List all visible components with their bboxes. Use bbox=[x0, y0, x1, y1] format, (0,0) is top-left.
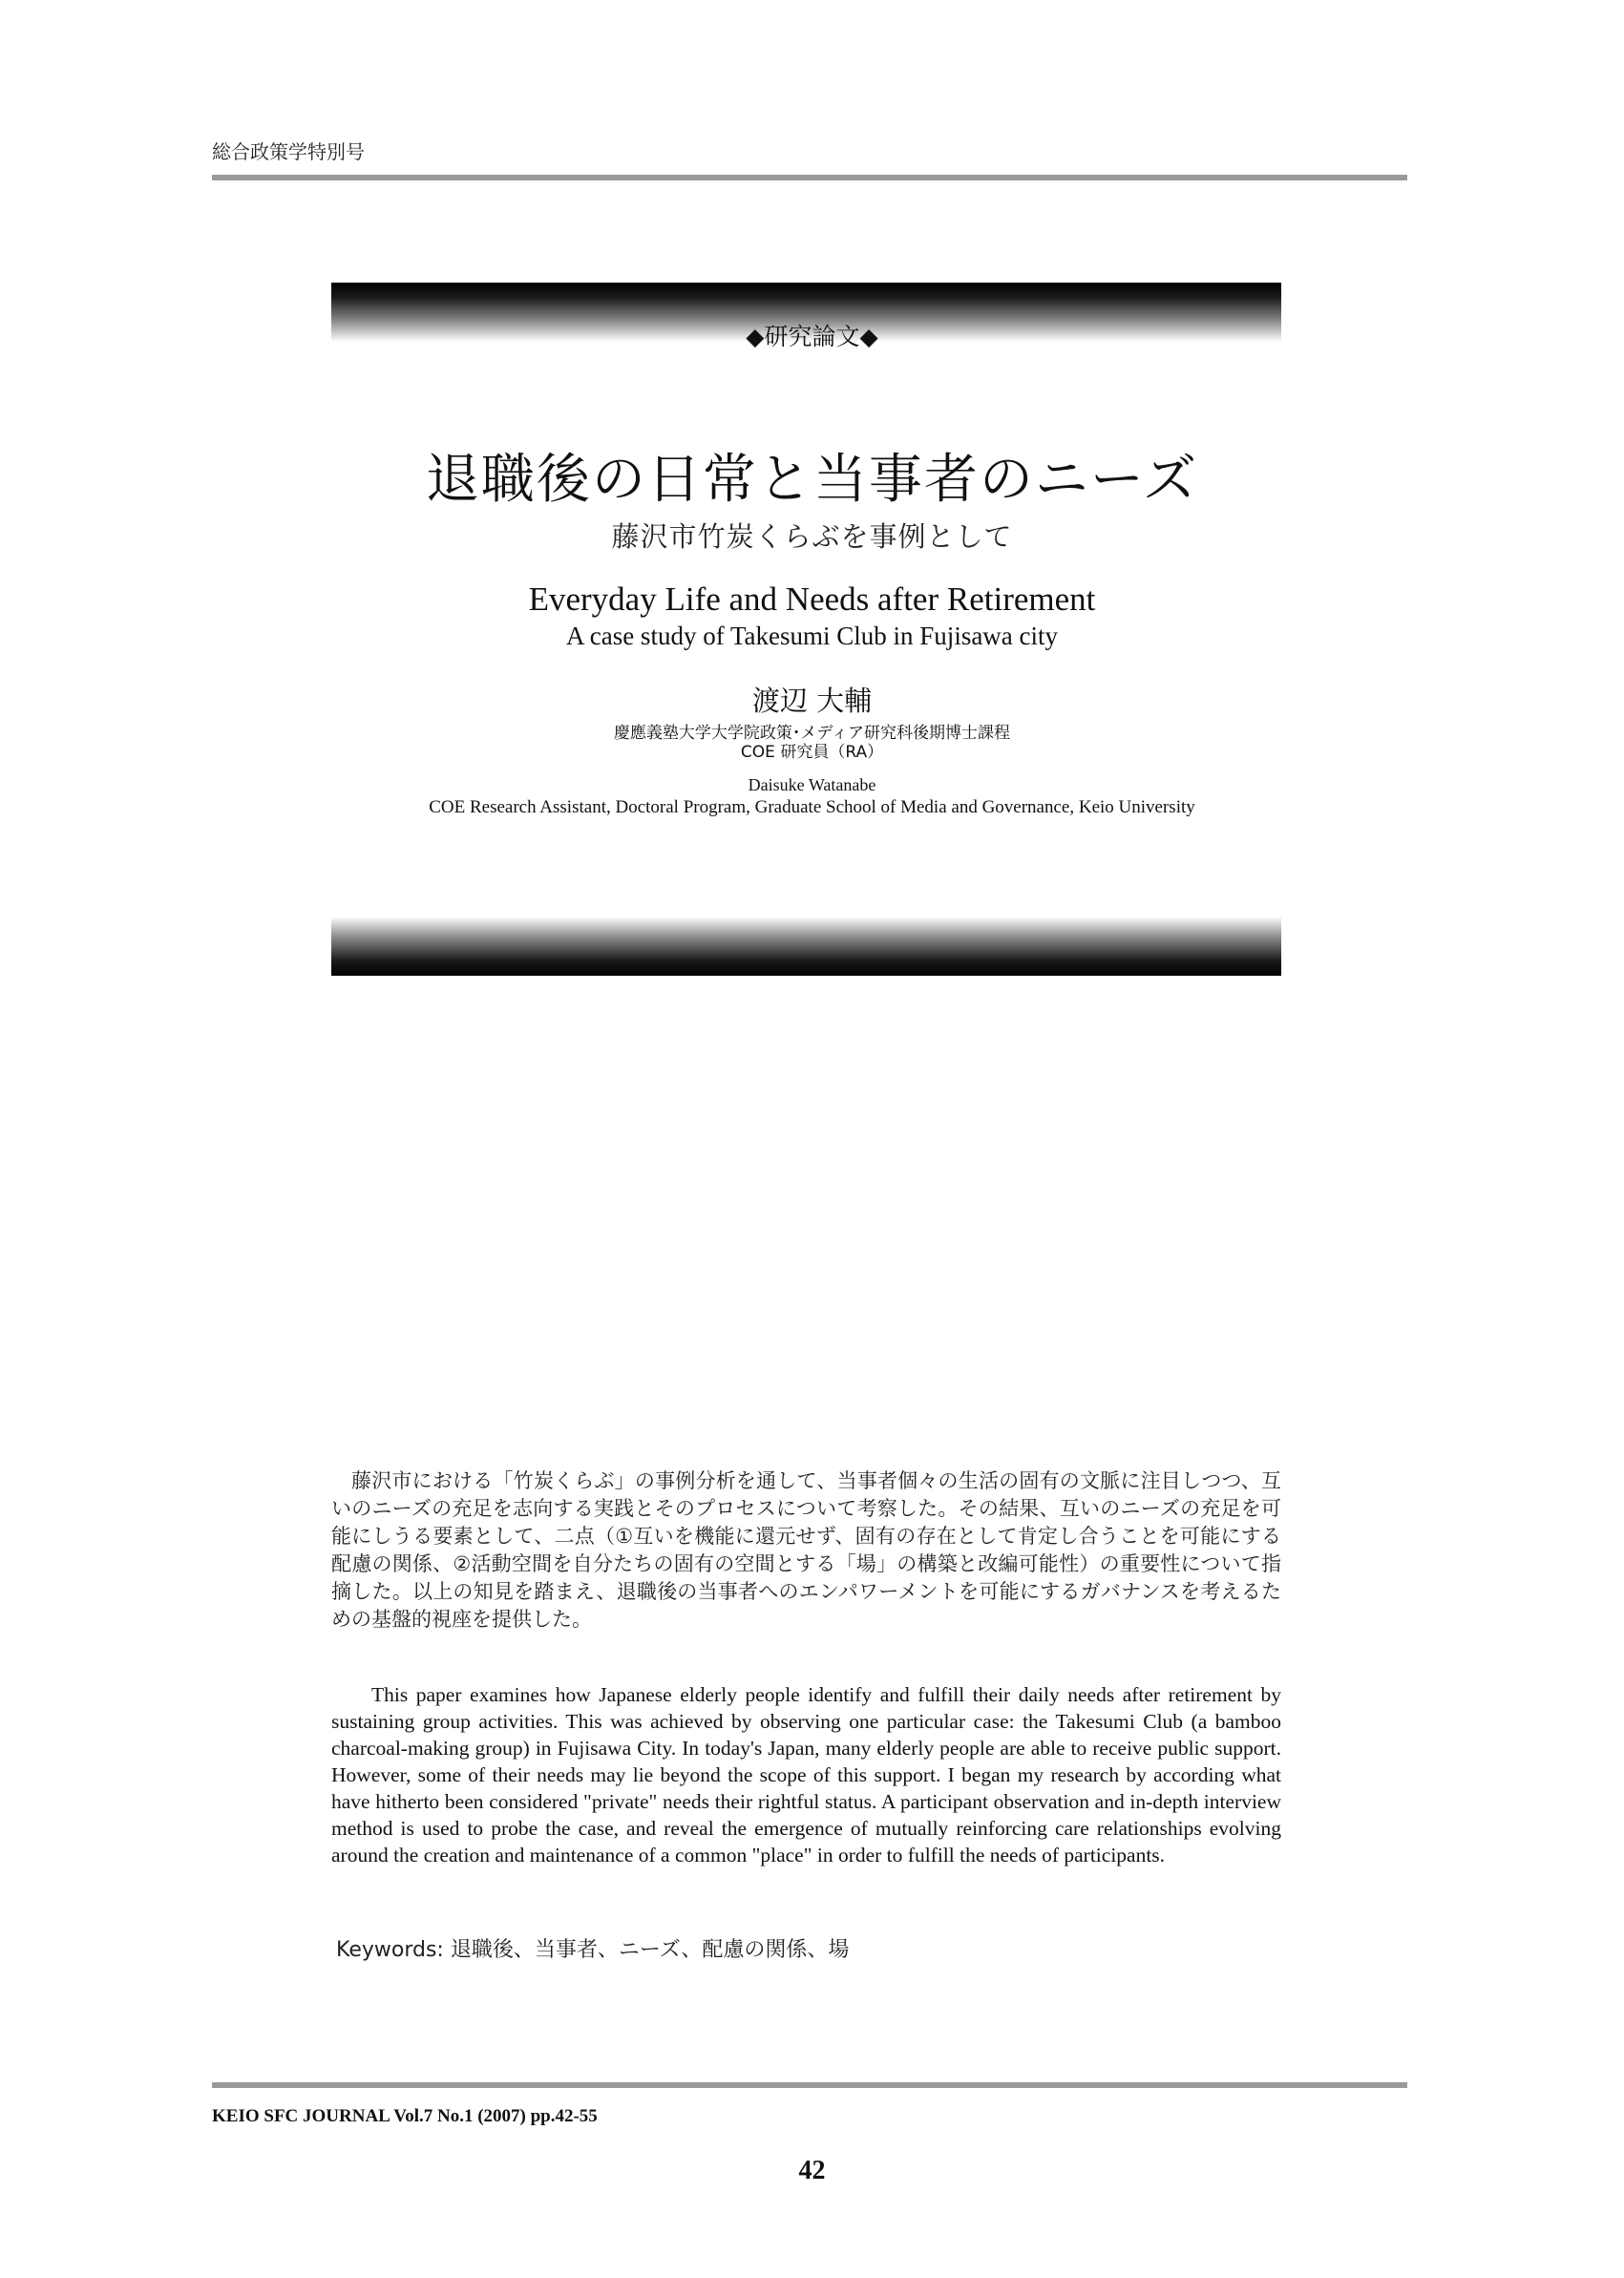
abstract-japanese: 藤沢市における「竹炭くらぶ」の事例分析を通して、当事者個々の生活の固有の文脈に注目しつつ、互いのニーズの充足を志向する実践とそのプロセスについて考察した。その結果、互いのニーズの充足を可能にしうる要素として、二点（①互いを機能に還元せず、固有の存在として肯定し合うことを可能にする配慮の関係、②活動空間を自分たちの固有の空間とする「場」の構築と改編可能性）の重要性について指摘した。以上の知見を踏まえ、退職後の当事者へのエンパワーメントを可能にするガバナンスを考えるための基盤的視座を提供した。 bbox=[331, 1469, 1281, 1631]
author-name-english: Daisuke Watanabe bbox=[748, 775, 876, 794]
keywords-label: Keywords: bbox=[336, 1938, 444, 1962]
affiliation-japanese bbox=[0, 724, 1624, 762]
header-rule bbox=[212, 175, 1407, 180]
journal-section-name: 総合政策学特別号 bbox=[212, 140, 365, 163]
article-category: ◆研究論文◆ bbox=[746, 323, 878, 350]
footer-rule bbox=[212, 2082, 1407, 2088]
journal-citation: KEIO SFC JOURNAL Vol.7 No.1 (2007) pp.42-55 bbox=[212, 2106, 598, 2126]
title-band-bottom bbox=[331, 917, 1281, 976]
affiliation-japanese-line-1: 慶應義塾大学大学院政策･メディア研究科後期博士課程 bbox=[613, 724, 1011, 743]
author-name-japanese: 渡辺 大輔 bbox=[751, 685, 873, 717]
keywords bbox=[336, 1933, 849, 1963]
subtitle-english: A case study of Takesumi Club in Fujisawa city bbox=[565, 622, 1059, 650]
page-number: 42 bbox=[798, 2156, 826, 2185]
keywords-terms: 退職後、当事者、ニーズ、配慮の関係、場 bbox=[450, 1938, 850, 1962]
affiliation-japanese-line-2: COE 研究員（RA） bbox=[740, 743, 884, 762]
abstract-english: This paper examines how Japanese elderly people identify and fulfill their daily needs after retirement by sustaining group activities. This was achieved by observing one particular case: the Takesumi Club (a bamboo charcoal-making group) in Fujisawa City. In today's Japan, many elderly people are able to receive public support. However, some of their needs may lie beyond the scope of this support. I began my research by according what have hitherto been considered "private" needs their rightful status. A participant observation and in-depth interview method is used to probe the case, and reveal the emergence of mutually reinforcing care relationships evolving around the creation and maintenance of a common "place" in order to fulfill the needs of participants. bbox=[331, 1683, 1281, 1867]
title-japanese: 退職後の日常と当事者のニーズ bbox=[425, 449, 1199, 511]
title-english: Everyday Life and Needs after Retirement bbox=[528, 580, 1096, 618]
subtitle-japanese: 藤沢市竹炭くらぶを事例として bbox=[611, 520, 1013, 553]
affiliation-english: COE Research Assistant, Doctoral Program, Graduate School of Media and Governance, Keio University bbox=[429, 797, 1195, 817]
